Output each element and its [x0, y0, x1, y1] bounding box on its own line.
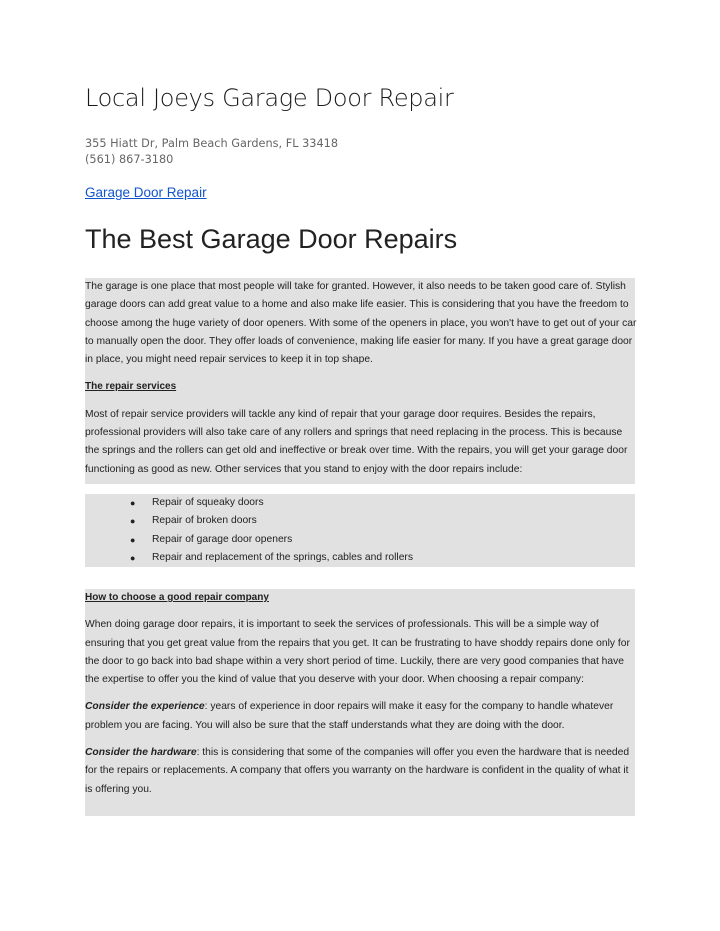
article-title: The Best Garage Door Repairs	[85, 224, 458, 254]
services-list-section	[85, 494, 635, 567]
business-name: Local Joeys Garage Door Repair	[85, 84, 454, 112]
choose-company-paragraph: When doing garage door repairs, it is important to seek the services of professionals. This will be a simple way of ensuring that you get great value from the repairs that you get. It can be frustrating to have shoddy repairs done only for the door to go back into bad shape within a very short period of time. Luckily, there are very good companies that have the expertise to offer you the kind of value that you deserve with your door. When choosing a repair company:	[85, 619, 630, 686]
repair-services-heading: The repair services	[85, 381, 177, 393]
bullet-icon: ●	[130, 498, 136, 508]
choose-company-heading: How to choose a good repair company	[85, 592, 269, 603]
repair-services-paragraph: Most of repair service providers will tackle any kind of repair that your garage door requires. Besides the repairs, professional providers will also take care of any rollers and springs that need replacing in the process. This is because the springs and the rollers can get old and ineffective or break over time. With the repairs, you will get your garage door functioning as good as new. Other services that you stand to enjoy with the door repairs include:	[85, 408, 628, 475]
list-item: ● Repair of broken doors	[85, 512, 635, 530]
contact-info	[85, 136, 338, 168]
bullet-icon: ●	[130, 534, 136, 545]
experience-tip	[85, 698, 637, 735]
services-list	[85, 494, 635, 567]
list-item: ● Repair of squeaky doors	[85, 494, 635, 512]
address: 355 Hiatt Dr, Palm Beach Gardens, FL 33418	[85, 137, 339, 150]
phone-number: (561) 867-3180	[85, 153, 174, 166]
intro-section	[85, 278, 635, 484]
experience-tip-label: Consider the experience	[85, 701, 205, 713]
hardware-tip	[85, 744, 637, 799]
bullet-icon: ●	[130, 552, 136, 563]
hardware-tip-label: Consider the hardware	[85, 747, 197, 759]
intro-paragraph: The garage is one place that most people will take for granted. However, it also needs to be taken good care of. Stylish garage doors can add great value to a home and also make life easier. This is considering that you have the freedom to choose among the huge variety of door openers. With some of the openers in place, you won't have to get out of your car to manually open the door. They offer loads of convenience, making life easier for many. If you have a great garage door in place, you might need repair services to keep it in top shape.	[85, 281, 637, 366]
choose-company-section	[85, 589, 635, 816]
experience-tip-text: : years of experience in door repairs will make it easy for the company to handle whatever problem you are facing. You will also be sure that the staff understands what they are doing with the door.	[85, 701, 614, 731]
list-item: ● Repair of garage door openers	[85, 531, 635, 549]
list-item: ● Repair and replacement of the springs, cables and rollers	[85, 549, 635, 567]
hardware-tip-text: : this is considering that some of the companies will offer you even the hardware that is needed for the repairs or replacements. A company that offers you warranty on the hardware is confident in the quality of what it is offering you.	[85, 747, 630, 795]
bullet-icon: ●	[130, 516, 136, 527]
garage-door-repair-link[interactable]: Garage Door Repair	[85, 185, 207, 200]
